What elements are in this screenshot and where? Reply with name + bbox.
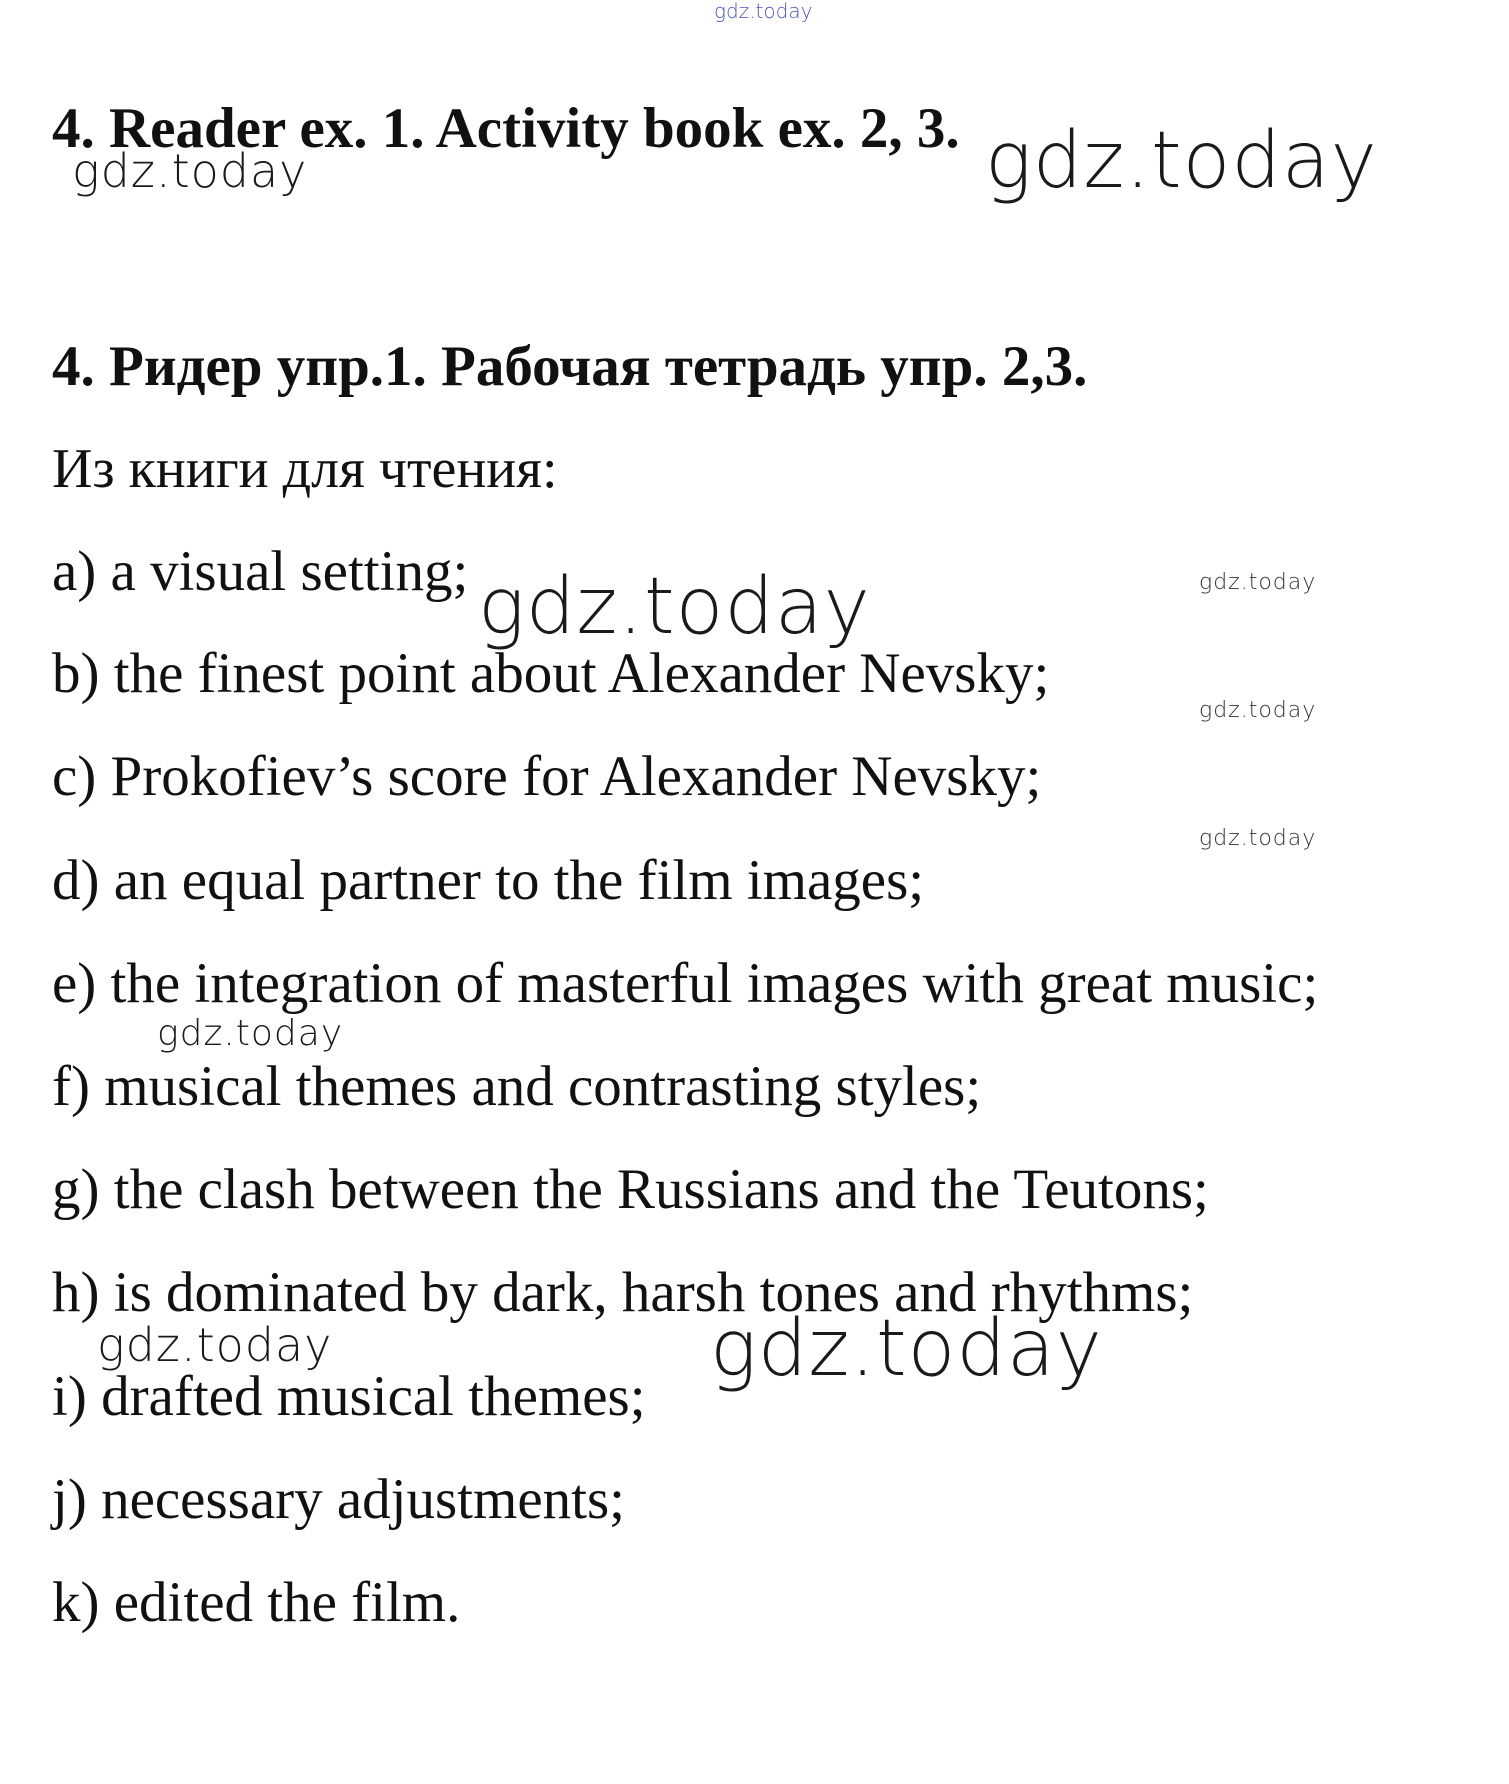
subtitle: Из книги для чтения: [52, 438, 558, 500]
watermark-top: gdz.today [714, 0, 813, 23]
answer-item: f) musical themes and contrasting styles; [52, 1055, 982, 1118]
watermark: gdz.today [157, 1013, 344, 1054]
answer-item: c) Prokofiev’s score for Alexander Nevsky; [52, 745, 1042, 808]
watermark: gdz.today [710, 1304, 1103, 1394]
answer-item: b) the finest point about Alexander Nevsky; [52, 642, 1050, 705]
watermark: gdz.today [97, 1318, 333, 1372]
watermark: gdz.today [1199, 698, 1317, 723]
watermark: gdz.today [1199, 570, 1317, 595]
watermark: gdz.today [72, 144, 308, 198]
watermark: gdz.today [478, 562, 871, 652]
answer-item: k) edited the film. [52, 1571, 461, 1634]
answer-item: j) necessary adjustments; [52, 1468, 626, 1531]
watermark: gdz.today [985, 116, 1378, 206]
answer-item: i) drafted musical themes; [52, 1365, 646, 1428]
answer-item: a) a visual setting; [52, 540, 469, 603]
answer-item: h) is dominated by dark, harsh tones and rhythms; [52, 1261, 1194, 1324]
answer-item: g) the clash between the Russians and the Teutons; [52, 1158, 1209, 1221]
answer-item: d) an equal partner to the film images; [52, 849, 925, 912]
answer-item: e) the integration of masterful images with great music; [52, 952, 1319, 1015]
heading-russian: 4. Ридер упр.1. Рабочая тетрадь упр. 2,3. [52, 335, 1088, 398]
heading-english: 4. Reader ex. 1. Activity book ex. 2, 3. [52, 97, 960, 160]
watermark: gdz.today [1199, 826, 1317, 851]
